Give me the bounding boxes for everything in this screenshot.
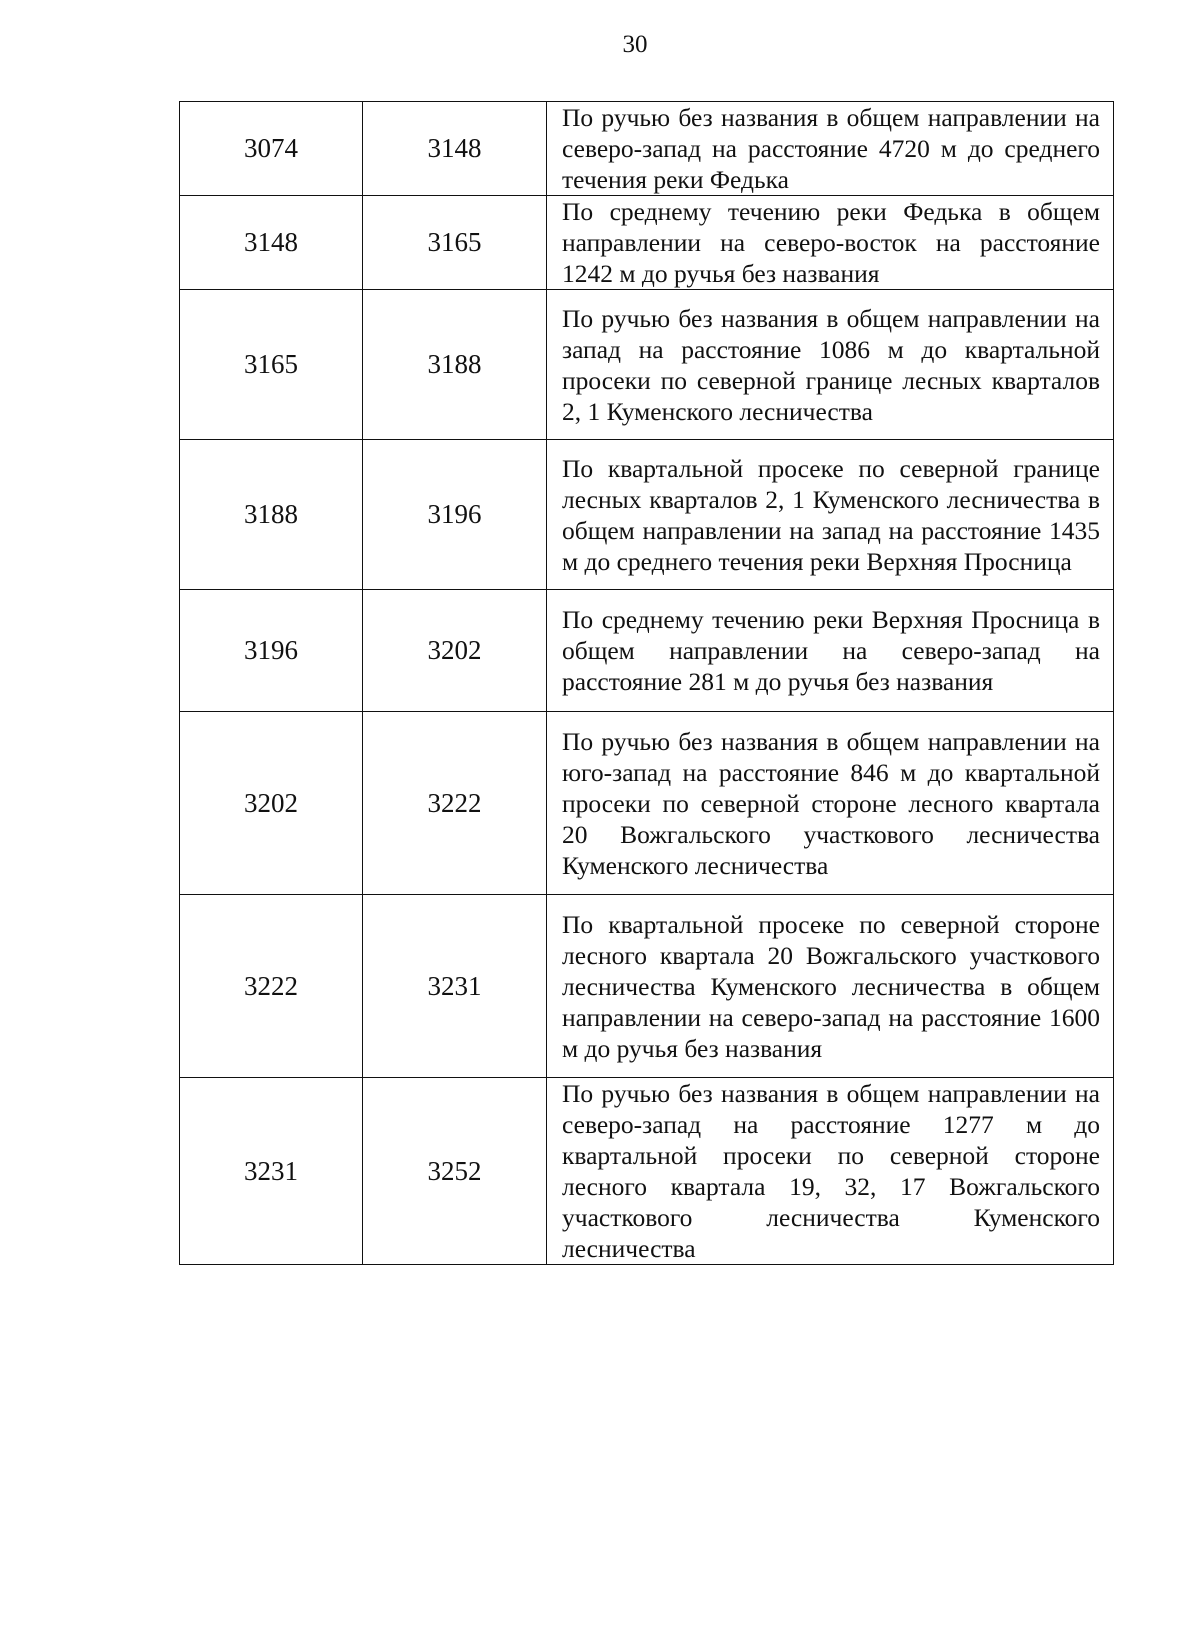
route-description-text: По ручью без названия в общем направлении на северо-запад на расстояние 4720 м до среднего течения реки Федька	[562, 103, 1100, 194]
route-description-cell	[547, 712, 1114, 895]
route-description-text: По ручью без названия в общем направлении на юго-запад на расстояние 846 м до квартальной просеки по северной стороне лесного квартала 20 Вожгальского участкового лесничества Куменского лесничества	[562, 726, 1100, 880]
to-point-cell: 3231	[363, 895, 547, 1078]
from-point-cell: 3202	[180, 712, 363, 895]
to-point-cell: 3252	[363, 1078, 547, 1265]
route-description-text: По ручью без названия в общем направлении на северо-запад на расстояние 1277 м до квартальной просеки по северной стороне лесного квартала 19, 32, 17 Вожгальского участкового лесничества Куменского лесничества	[562, 1079, 1100, 1263]
table-row	[180, 196, 1114, 290]
from-point-cell: 3074	[180, 102, 363, 196]
route-description-cell	[547, 102, 1114, 196]
from-point-cell: 3165	[180, 290, 363, 440]
route-description-cell	[547, 1078, 1114, 1265]
table-row	[180, 1078, 1114, 1265]
to-point-cell: 3188	[363, 290, 547, 440]
table-row	[180, 290, 1114, 440]
from-point-cell: 3231	[180, 1078, 363, 1265]
table-row	[180, 712, 1114, 895]
table-row	[180, 102, 1114, 196]
route-description-cell	[547, 440, 1114, 590]
from-point-cell: 3188	[180, 440, 363, 590]
page-number: 30	[622, 31, 648, 58]
to-point-cell: 3165	[363, 196, 547, 290]
from-point-cell: 3196	[180, 590, 363, 712]
route-description-cell	[547, 290, 1114, 440]
route-description-cell	[547, 590, 1114, 712]
route-description-text: По квартальной просеке по северной стороне лесного квартала 20 Вожгальского участкового лесничества Куменского лесничества в общем направлении на северо-запад на расстояние 1600 м до ручья без названия	[562, 909, 1100, 1063]
from-point-cell: 3148	[180, 196, 363, 290]
to-point-cell: 3148	[363, 102, 547, 196]
route-description-text: По ручью без названия в общем направлении на запад на расстояние 1086 м до квартальной просеки по северной границе лесных кварталов 2, 1 Куменского лесничества	[562, 303, 1100, 426]
route-description-cell	[547, 895, 1114, 1078]
boundary-description-table	[179, 101, 1114, 1265]
to-point-cell: 3222	[363, 712, 547, 895]
route-description-text: По среднему течению реки Верхняя Просница в общем направлении на северо-запад на расстояние 281 м до ручья без названия	[562, 605, 1100, 696]
route-description-cell	[547, 196, 1114, 290]
table-row	[180, 590, 1114, 712]
table-row	[180, 895, 1114, 1078]
from-point-cell: 3222	[180, 895, 363, 1078]
to-point-cell: 3202	[363, 590, 547, 712]
route-description-text: По среднему течению реки Федька в общем направлении на северо-восток на расстояние 1242 м до ручья без названия	[562, 197, 1100, 288]
route-description-text: По квартальной просеке по северной границе лесных кварталов 2, 1 Куменского лесничества в общем направлении на запад на расстояние 1435 м до среднего течения реки Верхняя Просница	[562, 453, 1100, 576]
to-point-cell: 3196	[363, 440, 547, 590]
table-row	[180, 440, 1114, 590]
